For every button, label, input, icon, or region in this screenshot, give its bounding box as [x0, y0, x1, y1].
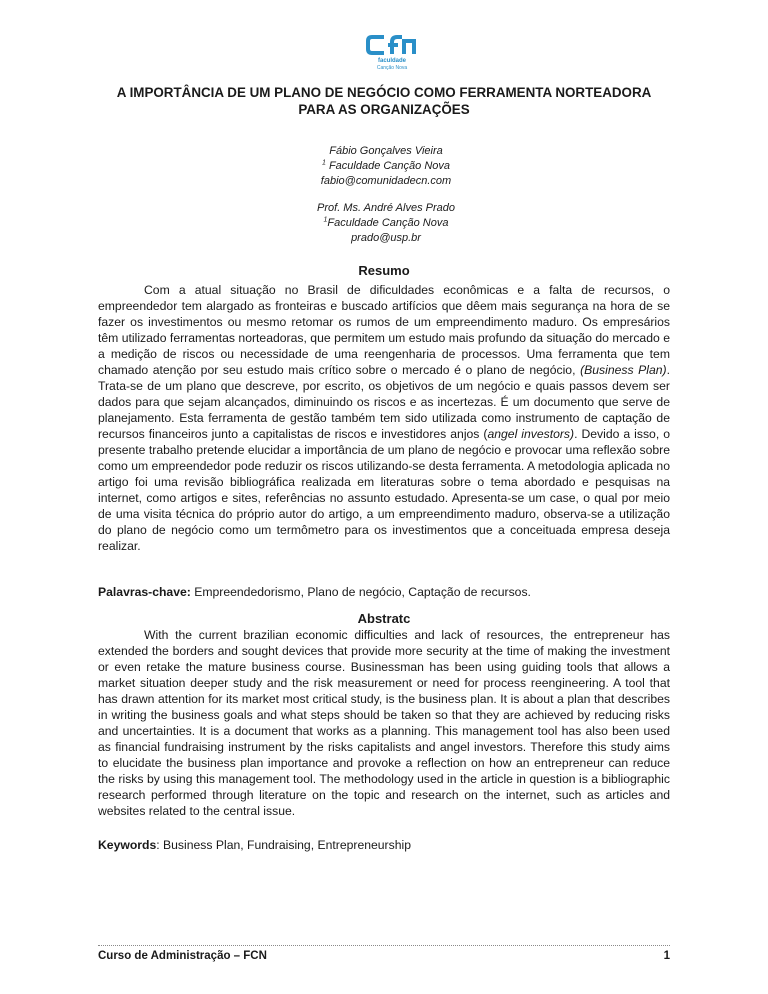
keywords: Keywords: Business Plan, Fundraising, Entrepreneurship	[98, 838, 411, 852]
title-line-1: A IMPORTÂNCIA DE UM PLANO DE NEGÓCIO COMO FERRAMENTA NORTEADORA	[116, 85, 652, 100]
author-2-affiliation: $^1$Faculdade Canção Nova	[323, 216, 449, 229]
abstract-heading: Abstratc	[357, 611, 411, 626]
keywords-label: Keywords	[98, 838, 157, 852]
author-1-name: Fábio Gonçalves Vieira	[329, 145, 443, 157]
author-1-email: fabio@comunidadecn.com	[320, 175, 452, 187]
cfn-logo-mark	[362, 34, 422, 58]
palavras-chave-label: Palavras-chave:	[98, 585, 191, 599]
title-line-2: PARA AS ORGANIZAÇÕES	[298, 102, 470, 117]
logo-subname: Canção Nova	[376, 64, 408, 71]
authors-block	[296, 144, 476, 246]
resumo-body: Com a atual situação no Brasil de dificuldades econômicas e a falta de recursos, o empreendedor tem alargado as fronteiras e buscado artifícios que dêem mais segurança na hora de se fazer os investimentos ou mesmo retomar os rumos de um empreendimento maduro. Os empresários têm utilizado ferramentas norteadoras, que permitem um estudo mais profundo da situação do mercado e a medição de riscos ou necessidade de uma reengenharia de processos. Uma ferramenta que tem chamado atenção por seu estudo mais crítico sobre o mercado é o plano de negócio, (Business Plan). Trata-se de um plano que descreve, por escrito, os objetivos de um negócio e quais passos devem ser dados para que sejam alcançados, diminuindo os riscos e as incertezas. É um documento que serve de planejamento. Esta ferramenta de gestão também tem sido utilizada como instrumento de captação de recursos financeiros junto a capitalistas de riscos e investidores anjos (angel investors). Devido a isso, o presente trabalho pretende elucidar a importância de um plano de negócio e provocar uma reflexão sobre como um empreendedor pode reduzir os riscos utilizando-se desta ferramenta. A metodologia aplicada no artigo foi uma revisão bibliográfica realizada em literaturas sobre o tema abordado e pesquisas na internet, como artigos e sites, referências no assunto estudado. Apresenta-se um case, o qual por meio de uma visita técnica do próprio autor do artigo, a um empreendimento maduro, observa-se a utilização do plano de negócio como um termômetro para os investimentos que a conceituada empresa deseja realizar.	[98, 283, 670, 553]
logo-name: faculdade	[377, 58, 406, 64]
page-footer	[98, 950, 670, 962]
paper-title	[98, 84, 670, 118]
palavras-chave: Palavras-chave: Empreendedorismo, Plano de negócio, Captação de recursos.	[98, 585, 531, 599]
abstract-body: With the current brazilian economic difficulties and lack of resources, the entrepreneur has extended the borders and sought devices that provide more security at the time of making the investment or even retake the mature business course. Businessman has been using guiding tools that allows a market situation deeper study and the risk measurement or need for process reengineering. A tool that has drawn attention for its market most critical study, is the business plan. It is about a plan that describes in writing the business goals and what steps should be taken so that they are achieved by reducing risks and uncertainties. It is a document that works as a planning. This management tool has also been used as financial fundraising instrument by the risks capitalists and angel investors. Therefore this study aims to elucidate the business plan importance and provoke a reflection on how an entrepreneur can reduce the risks by using this management tool. The methodology used in the article in question is a bibliographic research performed through literature on the topic and research on the internet, such as articles and websites related to the central issue.	[98, 628, 670, 818]
author-1-affiliation: $^1$ Faculdade Canção Nova	[321, 159, 451, 172]
resumo-heading: Resumo	[358, 263, 410, 278]
faculdade-logo	[362, 34, 422, 74]
footer-divider	[98, 945, 670, 946]
author-2-name: Prof. Ms. André Alves Prado	[317, 202, 455, 214]
page-number: 1	[663, 950, 670, 962]
author-2-email: prado@usp.br	[351, 232, 421, 244]
footer-course: Curso de Administração – FCN	[98, 950, 267, 962]
